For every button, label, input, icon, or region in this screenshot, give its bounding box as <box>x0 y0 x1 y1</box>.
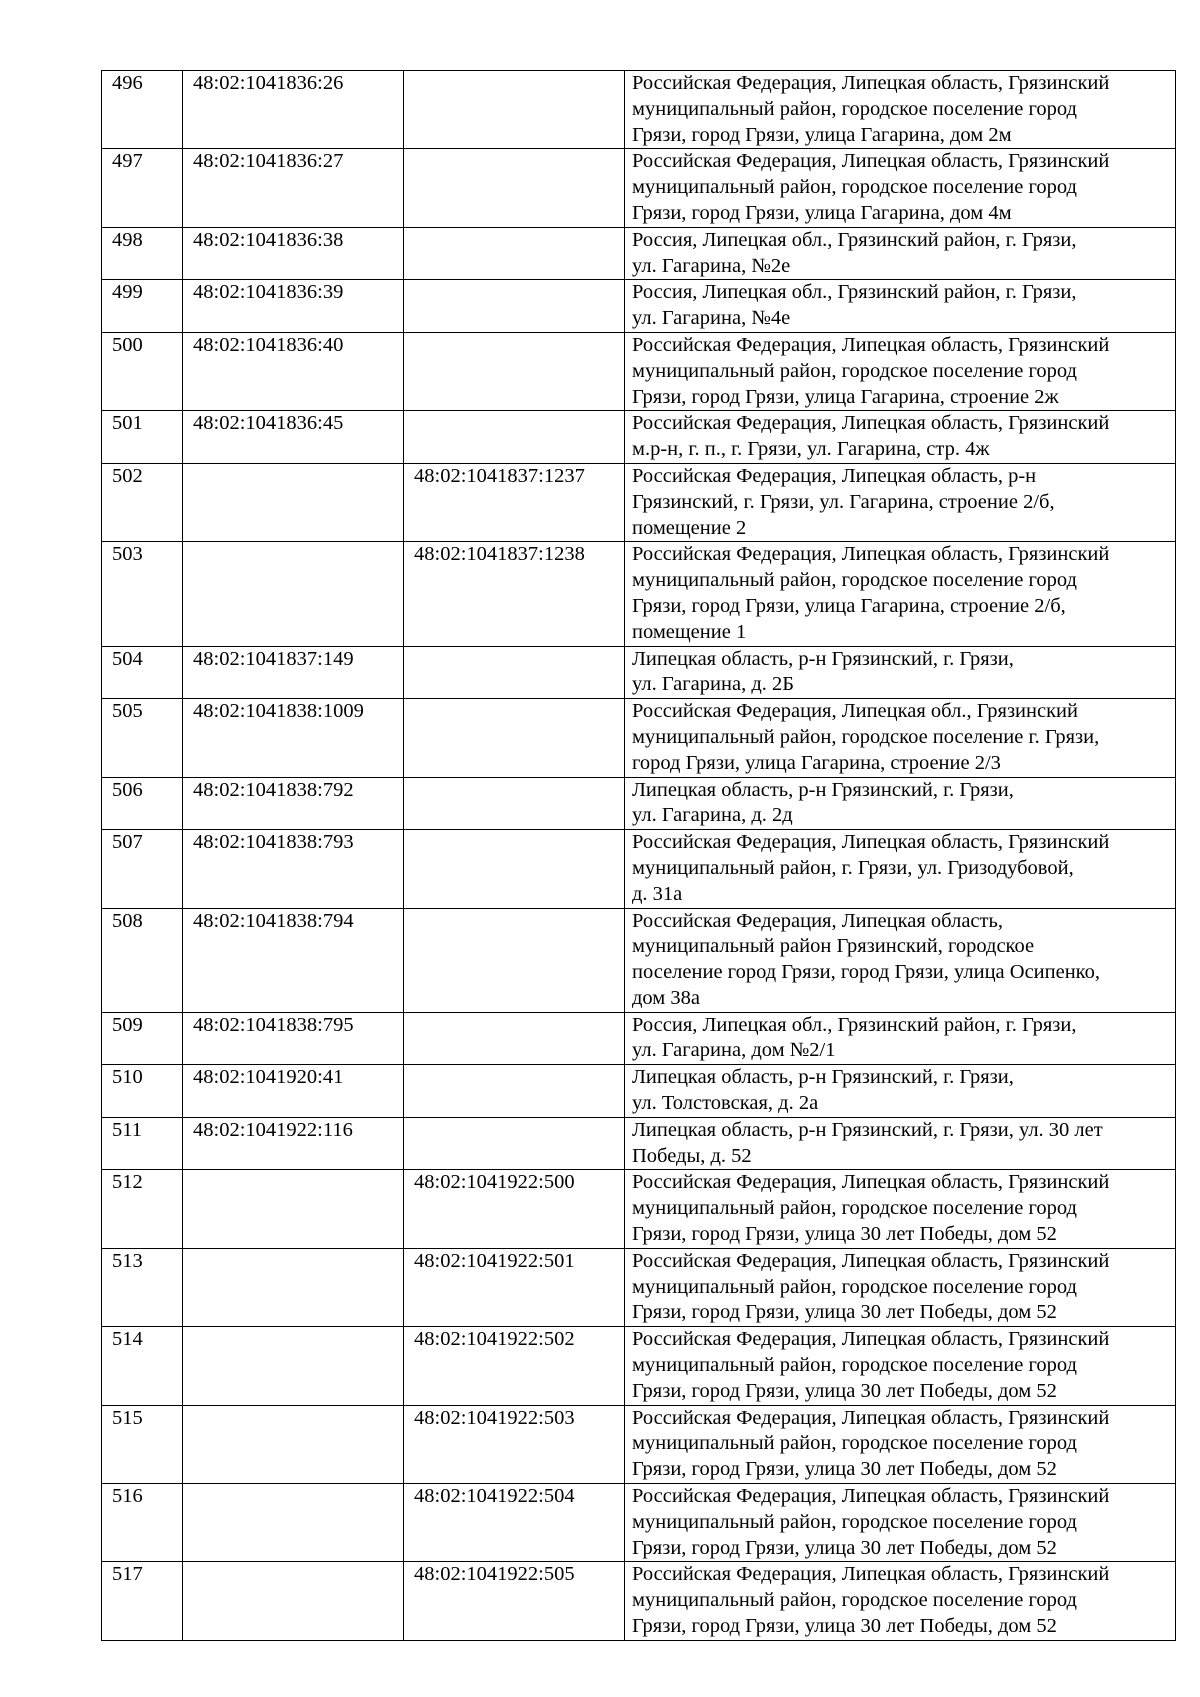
table-row <box>102 1248 1176 1326</box>
row-number-cell: 504 <box>102 646 183 699</box>
table-row <box>102 1065 1176 1118</box>
table-row <box>102 1012 1176 1065</box>
address-line: Грязи, город Грязи, улица Гагарина, строение 2/б, <box>632 594 1066 617</box>
address-line: Грязи, город Грязи, улица 30 лет Победы, дом 52 <box>632 1379 1057 1402</box>
table-row <box>102 1562 1176 1640</box>
row-number-cell: 498 <box>102 227 183 280</box>
table-row <box>102 830 1176 908</box>
address-cell <box>625 1248 1176 1326</box>
address-line: Российская Федерация, Липецкая область, Грязинский <box>632 1328 1110 1351</box>
address-cell <box>625 411 1176 464</box>
parcel-number-cell: 48:02:1041838:1009 <box>183 699 404 777</box>
parcel-number-cell: 48:02:1041838:795 <box>183 1012 404 1065</box>
address-line: Липецкая область, р-н Грязинский, г. Грязи, <box>632 1066 1014 1089</box>
object-number-cell: 48:02:1041837:1238 <box>404 542 625 646</box>
row-number-cell: 505 <box>102 699 183 777</box>
table-row <box>102 542 1176 646</box>
row-number-cell: 501 <box>102 411 183 464</box>
object-number-cell <box>404 830 625 908</box>
address-line: Грязи, город Грязи, улица 30 лет Победы, дом 52 <box>632 1458 1057 1481</box>
object-number-cell <box>404 227 625 280</box>
table-row <box>102 1117 1176 1170</box>
address-line: муниципальный район Грязинский, городское <box>632 935 1035 958</box>
row-number-cell: 515 <box>102 1405 183 1483</box>
row-number-cell: 511 <box>102 1117 183 1170</box>
address-cell <box>625 1562 1176 1640</box>
row-number-cell: 499 <box>102 280 183 333</box>
address-cell <box>625 699 1176 777</box>
address-line: Грязинский, г. Грязи, ул. Гагарина, строение 2/б, <box>632 490 1055 513</box>
address-cell <box>625 830 1176 908</box>
parcel-number-cell: 48:02:1041836:38 <box>183 227 404 280</box>
address-line: Российская Федерация, Липецкая область, <box>632 909 1003 932</box>
object-number-cell <box>404 646 625 699</box>
address-line: помещение 2 <box>632 516 747 539</box>
address-line: Российская Федерация, Липецкая обл., Грязинский <box>632 700 1078 723</box>
parcel-number-cell <box>183 1327 404 1405</box>
table-row <box>102 1170 1176 1248</box>
table-row <box>102 1405 1176 1483</box>
table-row <box>102 699 1176 777</box>
address-line: муниципальный район, городское поселение город <box>632 569 1077 592</box>
parcel-number-cell <box>183 1484 404 1562</box>
address-line: Победы, д. 52 <box>632 1144 752 1167</box>
row-number-cell: 517 <box>102 1562 183 1640</box>
object-number-cell: 48:02:1041922:502 <box>404 1327 625 1405</box>
row-number-cell: 497 <box>102 149 183 227</box>
address-line: Российская Федерация, Липецкая область, Грязинский <box>632 1406 1110 1429</box>
address-line: муниципальный район, городское поселение город <box>632 1197 1077 1220</box>
row-number-cell: 500 <box>102 332 183 410</box>
table-row <box>102 1327 1176 1405</box>
object-number-cell: 48:02:1041922:500 <box>404 1170 625 1248</box>
address-line: Российская Федерация, Липецкая область, Грязинский <box>632 543 1110 566</box>
row-number-cell: 514 <box>102 1327 183 1405</box>
parcel-number-cell: 48:02:1041836:40 <box>183 332 404 410</box>
parcel-number-cell: 48:02:1041838:794 <box>183 908 404 1012</box>
address-cell <box>625 1065 1176 1118</box>
object-number-cell <box>404 1065 625 1118</box>
object-number-cell <box>404 699 625 777</box>
address-line: Российская Федерация, Липецкая область, Грязинский <box>632 333 1110 356</box>
address-cell <box>625 71 1176 149</box>
table-row <box>102 777 1176 830</box>
object-number-cell: 48:02:1041922:504 <box>404 1484 625 1562</box>
address-line: Российская Федерация, Липецкая область, Грязинский <box>632 831 1110 854</box>
parcel-number-cell <box>183 1170 404 1248</box>
parcel-number-cell <box>183 1248 404 1326</box>
table-row <box>102 1484 1176 1562</box>
address-line: муниципальный район, городское поселение г. Грязи, <box>632 725 1100 748</box>
parcel-number-cell: 48:02:1041836:27 <box>183 149 404 227</box>
row-number-cell: 512 <box>102 1170 183 1248</box>
row-number-cell: 510 <box>102 1065 183 1118</box>
table-row <box>102 646 1176 699</box>
row-number-cell: 508 <box>102 908 183 1012</box>
parcel-number-cell <box>183 463 404 541</box>
object-number-cell: 48:02:1041922:505 <box>404 1562 625 1640</box>
address-line: муниципальный район, городское поселение город <box>632 1354 1077 1377</box>
address-line: муниципальный район, городское поселение город <box>632 359 1077 382</box>
object-number-cell <box>404 1117 625 1170</box>
row-number-cell: 496 <box>102 71 183 149</box>
table-row <box>102 227 1176 280</box>
address-line: Грязи, город Грязи, улица Гагарина, строение 2ж <box>632 385 1059 408</box>
row-number-cell: 513 <box>102 1248 183 1326</box>
address-line: муниципальный район, городское поселение город <box>632 97 1077 120</box>
address-line: Российская Федерация, Липецкая область, р-н <box>632 464 1037 487</box>
table-row <box>102 908 1176 1012</box>
address-line: ул. Гагарина, д. 2Б <box>632 673 795 696</box>
address-cell <box>625 1405 1176 1483</box>
address-line: м.р-н, г. п., г. Грязи, ул. Гагарина, стр. 4ж <box>632 438 990 461</box>
address-cell <box>625 777 1176 830</box>
parcel-number-cell: 48:02:1041920:41 <box>183 1065 404 1118</box>
address-cell <box>625 1484 1176 1562</box>
address-line: Липецкая область, р-н Грязинский, г. Грязи, ул. 30 лет <box>632 1118 1103 1141</box>
address-cell <box>625 646 1176 699</box>
object-number-cell <box>404 332 625 410</box>
row-number-cell: 509 <box>102 1012 183 1065</box>
address-line: Липецкая область, р-н Грязинский, г. Грязи, <box>632 778 1014 801</box>
address-line: ул. Толстовская, д. 2а <box>632 1092 819 1115</box>
object-number-cell <box>404 908 625 1012</box>
address-line: ул. Гагарина, дом №2/1 <box>632 1039 836 1062</box>
address-line: д. 31а <box>632 882 683 905</box>
row-number-cell: 506 <box>102 777 183 830</box>
table-row <box>102 411 1176 464</box>
address-line: ул. Гагарина, №2е <box>632 254 791 277</box>
object-number-cell <box>404 280 625 333</box>
table-row <box>102 280 1176 333</box>
address-line: Грязи, город Грязи, улица Гагарина, дом 2м <box>632 123 1012 146</box>
address-line: город Грязи, улица Гагарина, строение 2/3 <box>632 751 1001 774</box>
address-line: Грязи, город Грязи, улица Гагарина, дом 4м <box>632 201 1012 224</box>
parcel-number-cell <box>183 1562 404 1640</box>
table-row <box>102 463 1176 541</box>
address-cell <box>625 149 1176 227</box>
parcel-number-cell: 48:02:1041922:116 <box>183 1117 404 1170</box>
register-table-body <box>102 71 1176 1641</box>
address-cell <box>625 280 1176 333</box>
address-line: Россия, Липецкая обл., Грязинский район, г. Грязи, <box>632 1013 1077 1036</box>
row-number-cell: 503 <box>102 542 183 646</box>
address-line: Российская Федерация, Липецкая область, Грязинский <box>632 72 1110 94</box>
address-line: дом 38а <box>632 986 700 1009</box>
address-line: муниципальный район, г. Грязи, ул. Гризодубовой, <box>632 856 1074 879</box>
parcel-number-cell: 48:02:1041838:793 <box>183 830 404 908</box>
address-cell <box>625 463 1176 541</box>
row-number-cell: 516 <box>102 1484 183 1562</box>
address-line: Российская Федерация, Липецкая область, Грязинский <box>632 1171 1110 1194</box>
table-row <box>102 332 1176 410</box>
address-line: Грязи, город Грязи, улица 30 лет Победы, дом 52 <box>632 1223 1057 1246</box>
object-number-cell: 48:02:1041922:503 <box>404 1405 625 1483</box>
object-number-cell <box>404 777 625 830</box>
address-cell <box>625 1012 1176 1065</box>
address-line: Россия, Липецкая обл., Грязинский район, г. Грязи, <box>632 281 1077 304</box>
address-cell <box>625 908 1176 1012</box>
object-number-cell <box>404 411 625 464</box>
object-number-cell <box>404 149 625 227</box>
parcel-number-cell: 48:02:1041836:26 <box>183 71 404 149</box>
row-number-cell: 502 <box>102 463 183 541</box>
parcel-number-cell: 48:02:1041836:39 <box>183 280 404 333</box>
table-row <box>102 71 1176 149</box>
address-line: Российская Федерация, Липецкая область, Грязинский <box>632 150 1110 173</box>
address-line: Грязи, город Грязи, улица 30 лет Победы, дом 52 <box>632 1615 1057 1638</box>
object-number-cell <box>404 71 625 149</box>
parcel-number-cell <box>183 542 404 646</box>
parcel-number-cell <box>183 1405 404 1483</box>
address-line: Грязи, город Грязи, улица 30 лет Победы, дом 52 <box>632 1301 1057 1324</box>
address-line: муниципальный район, городское поселение город <box>632 1432 1077 1455</box>
address-cell <box>625 542 1176 646</box>
address-cell <box>625 227 1176 280</box>
address-cell <box>625 1327 1176 1405</box>
object-number-cell <box>404 1012 625 1065</box>
address-line: муниципальный район, городское поселение город <box>632 1275 1077 1298</box>
address-line: поселение город Грязи, город Грязи, улица Осипенко, <box>632 961 1100 984</box>
address-cell <box>625 1117 1176 1170</box>
table-row <box>102 149 1176 227</box>
address-line: Российская Федерация, Липецкая область, Грязинский <box>632 1485 1110 1508</box>
address-line: помещение 1 <box>632 620 747 643</box>
object-number-cell: 48:02:1041837:1237 <box>404 463 625 541</box>
address-line: ул. Гагарина, №4е <box>632 307 791 330</box>
cadastral-register-table <box>101 70 1176 1641</box>
address-line: Российская Федерация, Липецкая область, Грязинский <box>632 1563 1110 1586</box>
parcel-number-cell: 48:02:1041837:149 <box>183 646 404 699</box>
address-line: Российская Федерация, Липецкая область, Грязинский <box>632 412 1110 435</box>
address-line: Российская Федерация, Липецкая область, Грязинский <box>632 1249 1110 1272</box>
address-line: муниципальный район, городское поселение город <box>632 1589 1077 1612</box>
address-cell <box>625 1170 1176 1248</box>
parcel-number-cell: 48:02:1041836:45 <box>183 411 404 464</box>
parcel-number-cell: 48:02:1041838:792 <box>183 777 404 830</box>
address-line: ул. Гагарина, д. 2д <box>632 804 793 827</box>
row-number-cell: 507 <box>102 830 183 908</box>
address-line: муниципальный район, городское поселение город <box>632 1510 1077 1533</box>
address-line: Липецкая область, р-н Грязинский, г. Грязи, <box>632 647 1014 670</box>
address-line: муниципальный район, городское поселение город <box>632 176 1077 199</box>
object-number-cell: 48:02:1041922:501 <box>404 1248 625 1326</box>
address-line: Россия, Липецкая обл., Грязинский район, г. Грязи, <box>632 228 1077 251</box>
address-line: Грязи, город Грязи, улица 30 лет Победы, дом 52 <box>632 1536 1057 1559</box>
address-cell <box>625 332 1176 410</box>
